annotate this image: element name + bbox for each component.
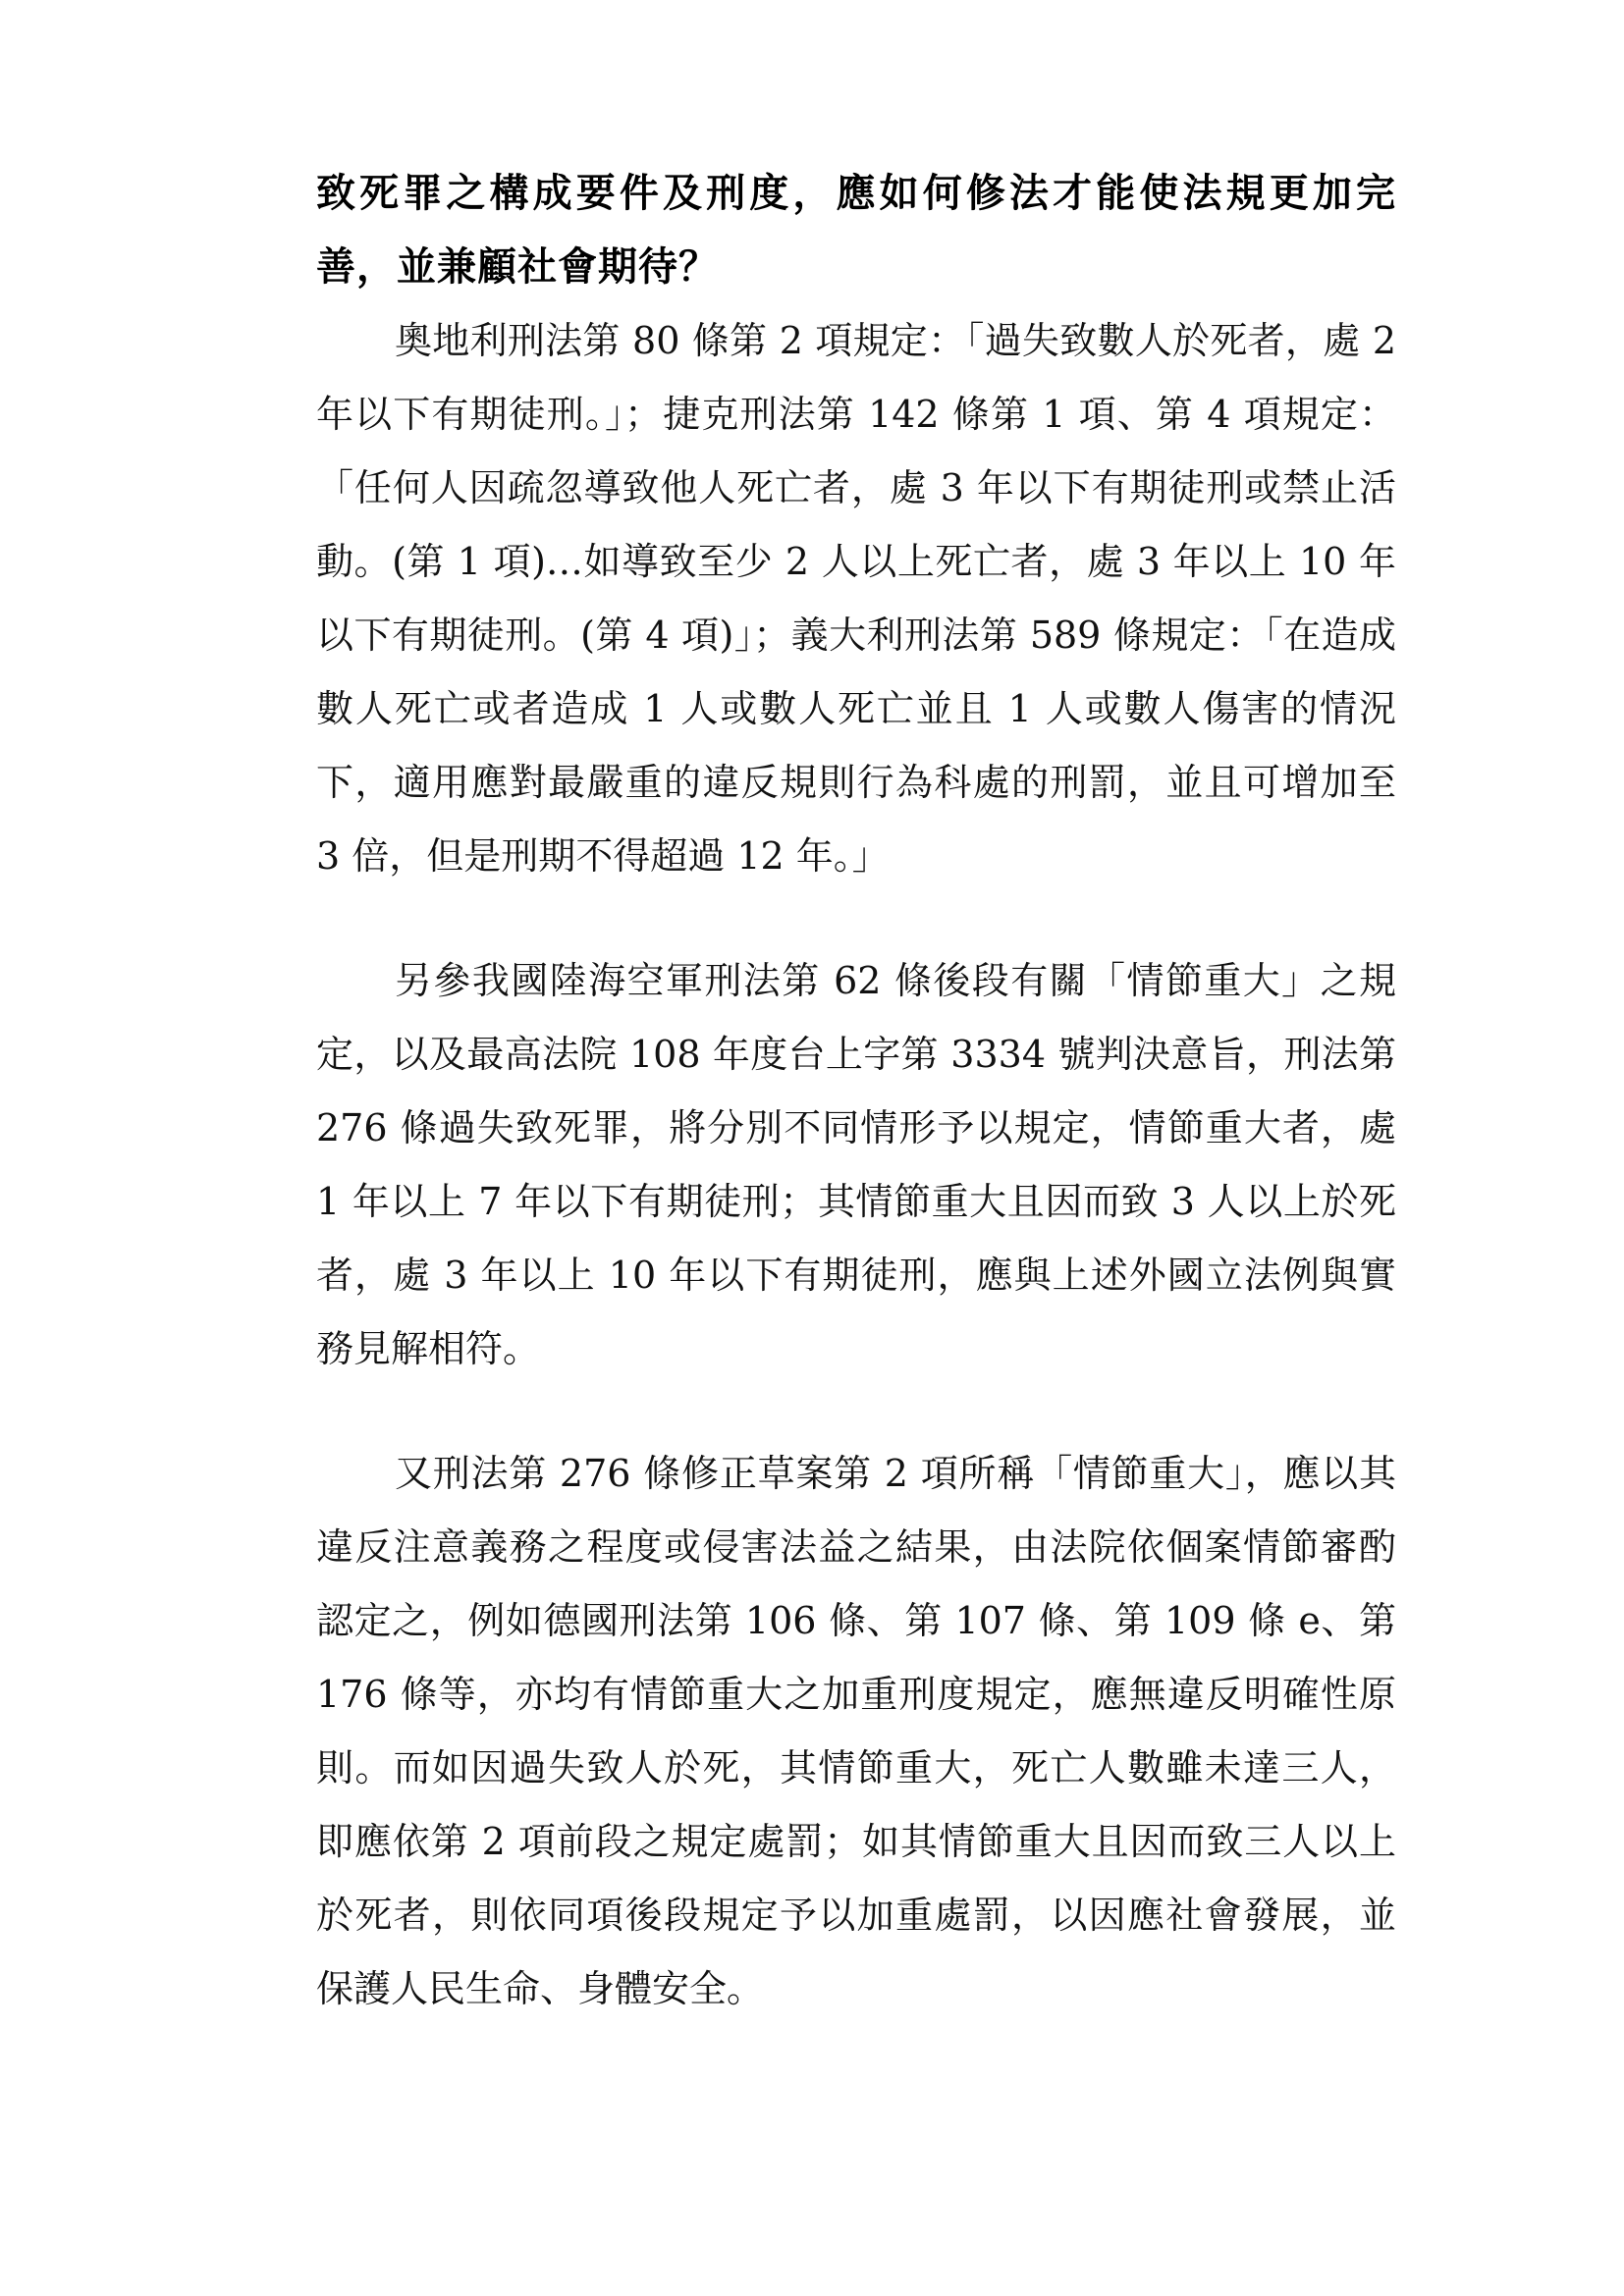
document-body xyxy=(316,157,1396,2026)
paragraph-serious-circumstances: 又刑法第 276 條修正草案第 2 項所稱「情節重大」，應以其違反注意義務之程度或侵害法益之結果，由法院依個案情節審酌認定之，例如德國刑法第 106 條、第 107 條、第 109 條 e、第 176 條等，亦均有情節重大之加重刑度規定，應無違反明確性原則。而如因過失致人於死，其情節重大，死亡人數雖未達三人，即應依第 2 項前段之規定處罰；如其情節重大且因而致三人以上於死者，則依同項後段規定予以加重處罰，以因應社會發展，並保護人民生命、身體安全。 xyxy=(316,1452,1396,2010)
paragraph-domestic-reference: 另參我國陸海空軍刑法第 62 條後段有關「情節重大」之規定，以及最高法院 108 年度台上字第 3334 號判決意旨，刑法第 276 條過失致死罪，將分別不同情形予以規定，情節重大者，處 1 年以上 7 年以下有期徒刑；其情節重大且因而致 3 人以上於死者，處 3 年以上 10 年以下有期徒刑，應與上述外國立法例與實務見解相符。 xyxy=(316,959,1396,1370)
section-heading: 致死罪之構成要件及刑度，應如何修法才能使法規更加完善，並兼顧社會期待？ xyxy=(316,171,1396,290)
paragraph-foreign-legislation: 奧地利刑法第 80 條第 2 項規定：「過失致數人於死者，處 2 年以下有期徒刑。」；捷克刑法第 142 條第 1 項、第 4 項規定：「任何人因疏忽導致他人死亡者，處 3 年以下有期徒刑或禁止活動。(第 1 項)…如導致至少 2 人以上死亡者，處 3 年以上 10 年以下有期徒刑。(第 4 項)」；義大利刑法第 589 條規定：「在造成數人死亡或者造成 1 人或數人死亡並且 1 人或數人傷害的情況下，適用應對最嚴重的違反規則行為科處的刑罰，並且可增加至 3 倍，但是刑期不得超過 12 年。」 xyxy=(316,319,1396,878)
